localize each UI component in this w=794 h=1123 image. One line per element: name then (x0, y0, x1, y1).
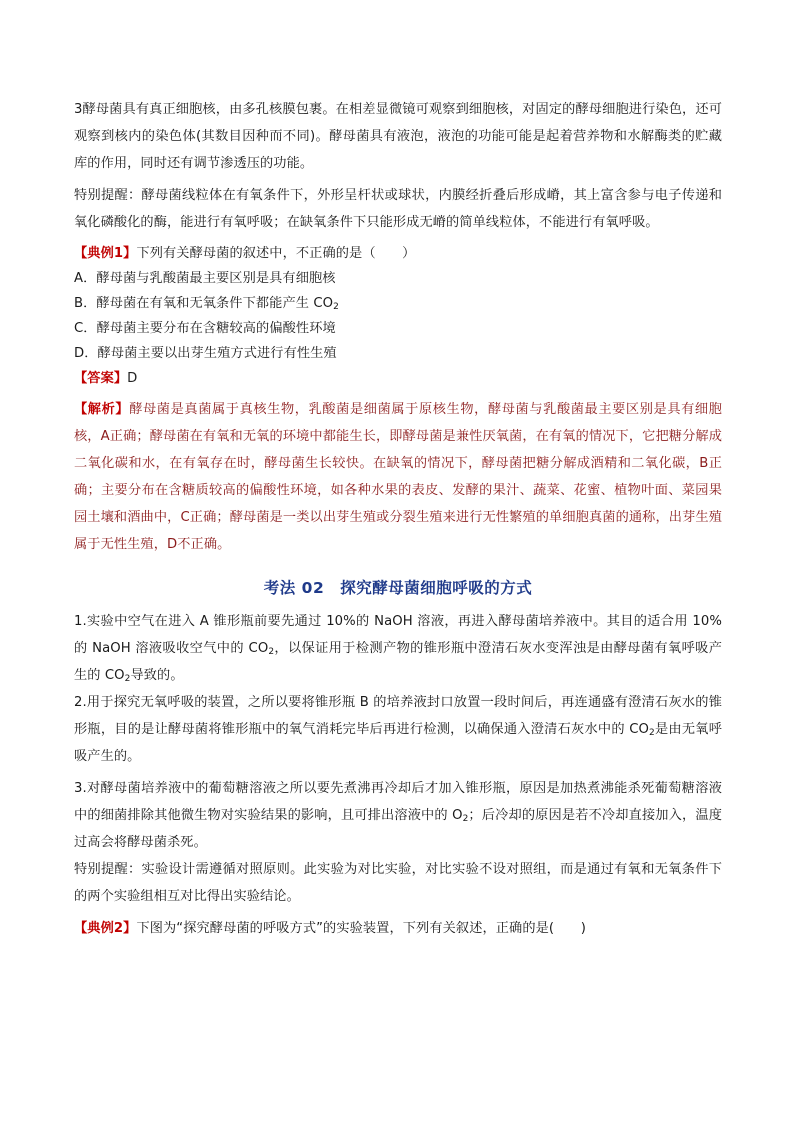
option-a: A．酵母菌与乳酸菌最主要区别是具有细胞核 (74, 271, 336, 286)
point-3: 3.对酵母菌培养液中的葡萄糖溶液之所以要先煮沸再冷却后才加入锥形瓶，原因是加热煮沸能杀死葡萄糖溶液中的细菌排除其他微生物对实验结果的影响，且可排出溶液中的 $O_2$；后冷却的原因是若不冷却直接加入，温度过高会将酵母菌杀死。 (74, 781, 722, 850)
answer (74, 366, 722, 391)
answer-label: 【答案】 (74, 371, 128, 386)
tip-control: 特别提醒：实验设计需遵循对照原则。此实验为对比实验，对比实验不设对照组，而是通过有氧和无氧条件下的两个实验组相互对比得出实验结论。 (74, 862, 722, 904)
example-1-label: 【典例1】 (74, 246, 137, 261)
point-2: 2.用于探究无氧呼吸的装置，之所以要将锥形瓶 B 的培养液封口放置一段时间后，再连通盛有澄清石灰水的锥形瓶，目的是让酵母菌将锥形瓶中的氧气消耗完毕后再进行检测，以确保通入澄清石灰水中的 $CO_2$是由无氧呼吸产生的。 (74, 695, 722, 764)
analysis-label: 【解析】 (74, 402, 130, 417)
example-2-label: 【典例2】 (74, 921, 137, 936)
page-content (74, 96, 722, 942)
analysis (74, 396, 722, 558)
example-1 (74, 241, 722, 391)
section-title: 考法 02 探究酵母菌细胞呼吸的方式 (263, 579, 533, 597)
example-2-question: 【典例2】下图为“探究酵母菌的呼吸方式”的实验装置，下列有关叙述，正确的是( ) (74, 921, 586, 936)
answer-value: D (127, 371, 138, 386)
tip-mitochondria: 特别提醒：酵母菌线粒体在有氧条件下，外形呈杆状或球状，内膜经折叠后形成嵴，其上富含参与电子传递和氧化磷酸化的酶，能进行有氧呼吸；在缺氧条件下只能形成无嵴的简单线粒体，不能进行有氧呼吸。 (74, 188, 722, 230)
option-c: C．酵母菌主要分布在含糖较高的偏酸性环境 (74, 321, 336, 336)
example-1-question: 【典例1】下列有关酵母菌的叙述中，不正确的是（ ） (74, 246, 416, 261)
analysis-text: 酵母菌是真菌属于真核生物，乳酸菌是细菌属于原核生物，酵母菌与乳酸菌最主要区别是具有细胞核，A正确；酵母菌在有氧和无氧的环境中都能生长，即酵母菌是兼性厌氧菌，在有氧的情况下，它把糖分解成二氧化碳和水，在有氧存在时，酵母菌生长较快。在缺氧的情况下，酵母菌把糖分解成酒精和二氧化碳，B正确；主要分布在含糖质较高的偏酸性环境，如各种水果的表皮、发酵的果汁、蔬菜、花蜜、植物叶面、菜园果园土壤和酒曲中，C正确；酵母菌是一类以出芽生殖或分裂生殖来进行无性繁殖的单细胞真菌的通称，出芽生殖属于无性生殖，D不正确。 (74, 402, 723, 552)
option-d: D．酵母菌主要以出芽生殖方式进行有性生殖 (74, 346, 337, 361)
paragraph-nucleus: 3酵母菌具有真正细胞核，由多孔核膜包裹。在相差显微镜可观察到细胞核，对固定的酵母细胞进行染色，还可观察到核内的染色体(其数目因种而不同)。酵母菌具有液泡，液泡的功能可能是起着营养物和水解酶类的贮藏库的作用，同时还有调节渗透压的功能。 (74, 102, 722, 171)
point-1: 1.实验中空气在进入 A 锥形瓶前要先通过 10%的 NaOH 溶液，再进入酵母菌培养液中。其目的适合用 10%的 NaOH 溶液吸收空气中的 $CO_2$，以保证用于检测产物的锥形瓶中澄清石灰水变浑浊是由酵母菌有氧呼吸产生的 $CO_2$导致的。 (74, 614, 722, 684)
option-b: B．酵母菌在有氧和无氧条件下都能产生 $CO_2$ (74, 296, 339, 312)
